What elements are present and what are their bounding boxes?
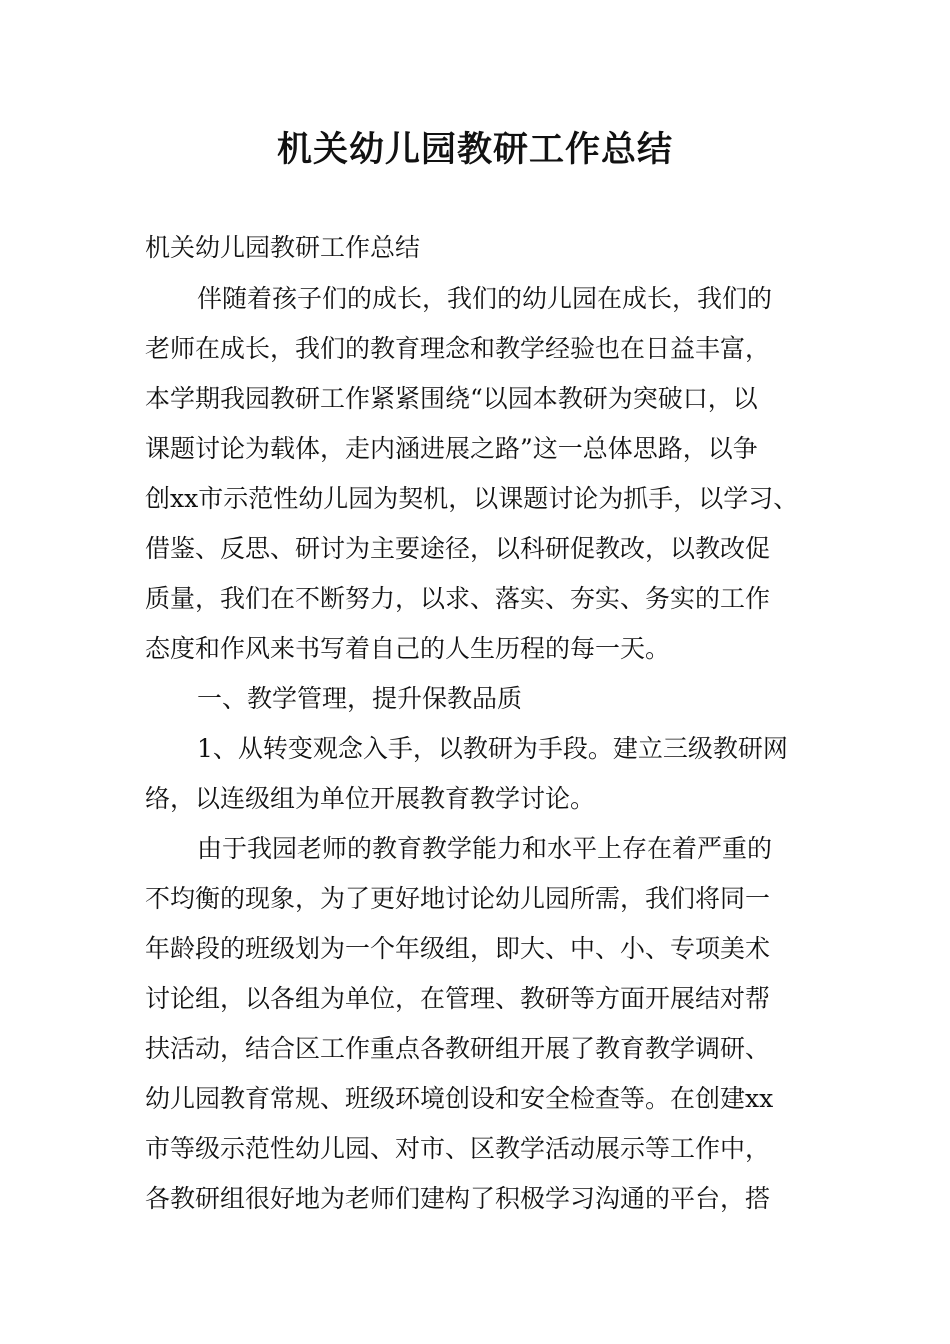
paragraph-line: 课题讨论为载体，走内涵进展之路”这一总体思路，以争 (145, 434, 758, 463)
paragraph-line: 创xx市示范性幼儿园为契机，以课题讨论为抓手，以学习、 (145, 484, 799, 513)
paragraph-line: 1、从转变观念入手，以教研为手段。建立三级教研网 (197, 734, 788, 763)
paragraph-line: 络，以连级组为单位开展教育教学讨论。 (145, 784, 596, 813)
document-title: 机关幼儿园教研工作总结 (276, 130, 673, 170)
section-heading: 一、教学管理，提升保教品质 (197, 684, 523, 713)
paragraph-line: 不均衡的现象，为了更好地讨论幼儿园所需，我们将同一 (145, 884, 771, 913)
paragraph-line: 质量，我们在不断努力，以求、落实、夯实、务实的工作 (145, 584, 771, 613)
paragraph-line: 市等级示范性幼儿园、对市、区教学活动展示等工作中， (145, 1134, 771, 1163)
paragraph-line: 各教研组很好地为老师们建构了积极学习沟通的平台，搭 (145, 1184, 771, 1213)
paragraph-line: 由于我园老师的教育教学能力和水平上存在着严重的 (197, 834, 773, 863)
paragraph-line: 老师在成长，我们的教育理念和教学经验也在日益丰富， (145, 334, 771, 363)
paragraph-line: 幼儿园教育常规、班级环境创设和安全检查等。在创建xx (145, 1084, 774, 1113)
paragraph-line: 讨论组，以各组为单位，在管理、教研等方面开展结对帮 (145, 984, 771, 1013)
paragraph-line: 借鉴、反思、研讨为主要途径，以科研促教改，以教改促 (145, 534, 771, 563)
paragraph-line: 态度和作风来书写着自己的人生历程的每一天。 (145, 634, 671, 663)
paragraph-line: 伴随着孩子们的成长，我们的幼儿园在成长，我们的 (197, 284, 773, 313)
paragraph-line: 扶活动，结合区工作重点各教研组开展了教育教学调研、 (145, 1034, 771, 1063)
paragraph-line: 年龄段的班级划为一个年级组，即大、中、小、专项美术 (145, 934, 771, 963)
document-subtitle: 机关幼儿园教研工作总结 (145, 233, 421, 262)
paragraph-line: 本学期我园教研工作紧紧围绕“以园本教研为突破口，以 (145, 384, 758, 413)
